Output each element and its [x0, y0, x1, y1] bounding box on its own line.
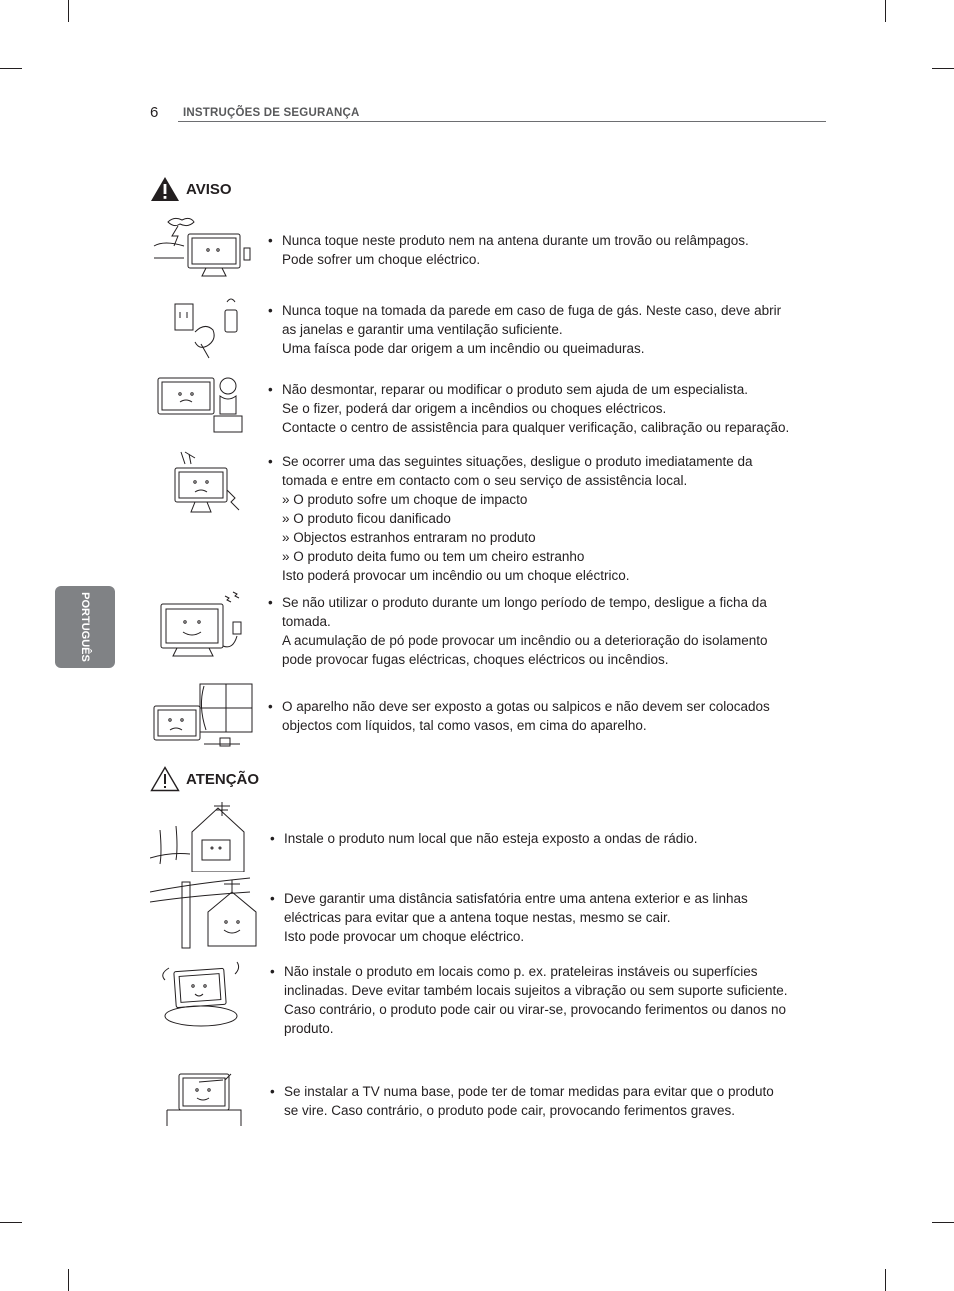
item-text: objectos com líquidos, tal como vasos, em cima do aparelho. [282, 718, 647, 733]
damaged-tv-illustration [165, 450, 243, 522]
item-text: Isto poderá provocar um incêndio ou um choque eléctrico. [282, 568, 630, 583]
gas-leak-socket-illustration [165, 292, 245, 362]
warning-item-gas-leak: • Nunca toque na tomada da parede em caso de fuga de gás. Neste caso, deve abrir as janelas e garantir uma ventilação suficiente. Uma faísca pode dar origem a um incêndio ou queimaduras. [268, 301, 828, 358]
warning-item-disassembly: • Não desmontar, reparar ou modificar o produto sem ajuda de um especialista. Se o fizer, poderá dar origem a incêndios ou choques eléctricos. Contacte o centro de assistência para qualquer verificação, calibração ou reparação. [268, 380, 828, 437]
language-side-tab [55, 586, 115, 668]
item-text: Deve garantir uma distância satisfatória entre uma antena exterior e as linhas [284, 891, 748, 906]
crop-mark [0, 68, 22, 69]
item-text: tomada. [282, 614, 331, 629]
item-text: Se não utilizar o produto durante um longo período de tempo, desligue a ficha da [282, 595, 767, 610]
crop-mark [68, 0, 69, 22]
caution-item-antenna-distance: • Deve garantir uma distância satisfatória entre uma antena exterior e as linhas eléctricas para evitar que a antena toque nestas, mesmo se cair. Isto pode provocar um choque eléctrico. [270, 889, 830, 946]
item-text: inclinadas. Deve evitar também locais sujeitos a vibração ou sem suporte suficiente. [284, 983, 788, 998]
item-text: produto. [284, 1021, 334, 1036]
crop-mark [932, 68, 954, 69]
tv-stand-illustration [165, 1060, 243, 1132]
power-line-antenna-illustration [150, 876, 262, 950]
warning-heading [150, 176, 232, 202]
warning-triangle-icon [150, 176, 180, 202]
crop-mark [932, 1222, 954, 1223]
unstable-shelf-illustration [155, 960, 245, 1032]
item-text: Instale o produto num local que não esteja exposto a ondas de rádio. [284, 831, 698, 846]
item-text: Isto pode provocar um choque eléctrico. [284, 929, 525, 944]
caution-item-unstable-surface: • Não instale o produto em locais como p. ex. prateleiras instáveis ou superfícies inclinadas. Deve evitar também locais sujeitos a vibração ou sem suporte suficiente. Caso contrário, o produto pode cair ou virar-se, provocando ferimentos ou danos no produto. [270, 962, 830, 1038]
item-text: as janelas e garantir uma ventilação suficiente. [282, 322, 563, 337]
item-text: Não desmontar, reparar ou modificar o produto sem ajuda de um especialista. [282, 382, 749, 397]
caution-heading [150, 766, 259, 792]
window-splash-illustration [150, 682, 262, 752]
header-rule [178, 121, 826, 122]
crop-mark [885, 0, 886, 22]
item-text: » O produto ficou danificado [282, 511, 451, 526]
caution-item-stand-tipping: • Se instalar a TV numa base, pode ter de tomar medidas para evitar que o produto se vire. Caso contrário, o produto pode cair, provocando ferimentos graves. [270, 1082, 830, 1120]
item-text: Contacte o centro de assistência para qualquer verificação, calibração ou reparação. [282, 420, 790, 435]
page-header-title: INSTRUÇÕES DE SEGURANÇA [183, 107, 360, 119]
item-text: Nunca toque na tomada da parede em caso de fuga de gás. Neste caso, deve abrir [282, 303, 782, 318]
item-text: Caso contrário, o produto pode cair ou virar-se, provocando ferimentos ou danos no [284, 1002, 787, 1017]
item-text: eléctricas para evitar que a antena toque nestas, mesmo se cair. [284, 910, 671, 925]
tv-lightning-illustration [150, 214, 262, 282]
house-antenna-illustration [150, 800, 262, 872]
item-text: » O produto sofre um choque de impacto [282, 492, 528, 507]
item-text: Se instalar a TV numa base, pode ter de tomar medidas para evitar que o produto [284, 1084, 774, 1099]
repair-specialist-illustration [152, 372, 248, 436]
crop-mark [68, 1269, 69, 1291]
warning-item-long-unused: • Se não utilizar o produto durante um longo período de tempo, desligue a ficha da tomada. A acumulação de pó pode provocar um incêndio ou a deterioração do isolamento pode provocar fugas eléctricas, choques eléctricos ou incêndios. [268, 593, 828, 669]
caution-item-radio-waves: • Instale o produto num local que não esteja exposto a ondas de rádio. [270, 829, 830, 848]
item-text: Não instale o produto em locais como p. ex. prateleiras instáveis ou superfícies [284, 964, 758, 979]
item-text: tomada e entre em contacto com o seu serviço de assistência local. [282, 473, 688, 488]
item-text: pode provocar fugas eléctricas, choques eléctricos ou incêndios. [282, 652, 669, 667]
crop-mark [885, 1269, 886, 1291]
language-label: PORTUGUÊS [79, 592, 91, 662]
crop-mark [0, 1222, 22, 1223]
caution-label: ATENÇÃO [186, 770, 260, 788]
unplug-tv-illustration [155, 590, 247, 660]
item-text: » Objectos estranhos entraram no produto [282, 530, 536, 545]
warning-item-liquids: • O aparelho não deve ser exposto a gotas ou salpicos e não devem ser colocados objectos com líquidos, tal como vasos, em cima do aparelho. [268, 697, 828, 735]
item-text: se vire. Caso contrário, o produto pode cair, provocando ferimentos graves. [284, 1103, 735, 1118]
item-text: A acumulação de pó pode provocar um incêndio ou a deterioração do isolamento [282, 633, 768, 648]
caution-triangle-icon [150, 766, 180, 792]
item-text: Se ocorrer uma das seguintes situações, desligue o produto imediatamente da [282, 454, 753, 469]
page-number: 6 [150, 104, 159, 121]
item-text: O aparelho não deve ser exposto a gotas ou salpicos e não devem ser colocados [282, 699, 770, 714]
warning-item-unplug-conditions: • Se ocorrer uma das seguintes situações, desligue o produto imediatamente da tomada e entre em contacto com o seu serviço de assistência local. » O produto sofre um choque de impacto » O produto ficou danificado » Objectos estranhos entraram no produto » O produto deita fumo ou tem um cheiro estranho Isto poderá provocar um incêndio ou um choque eléctrico. [268, 452, 828, 585]
item-text: Se o fizer, poderá dar origem a incêndios ou choques eléctricos. [282, 401, 667, 416]
item-text: Pode sofrer um choque eléctrico. [282, 252, 481, 267]
warning-label: AVISO [186, 180, 232, 198]
warning-item-lightning: • Nunca toque neste produto nem na antena durante um trovão ou relâmpagos. Pode sofrer um choque eléctrico. [268, 231, 828, 269]
item-text: Uma faísca pode dar origem a um incêndio ou queimaduras. [282, 341, 645, 356]
item-text: » O produto deita fumo ou tem um cheiro estranho [282, 549, 585, 564]
item-text: Nunca toque neste produto nem na antena durante um trovão ou relâmpagos. [282, 233, 749, 248]
